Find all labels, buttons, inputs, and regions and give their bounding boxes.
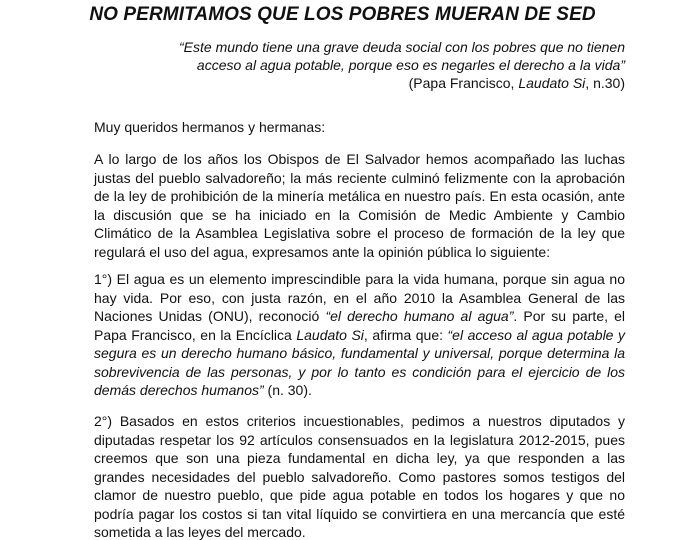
greeting: Muy queridos hermanos y hermanas: <box>94 119 326 135</box>
epigraph-quote-line-2: acceso al agua potable, porque eso es negarles el derecho a la vida” <box>196 57 625 73</box>
paragraph-point-1 <box>94 270 625 400</box>
paragraph-point-2 <box>94 412 625 540</box>
document-title: NO PERMITAMOS QUE LOS POBRES MUERAN DE SED <box>89 4 596 25</box>
citation-work: Laudato Si <box>518 75 586 91</box>
p2-part-4: (n. 30). <box>263 382 312 398</box>
paragraph-intro <box>94 150 625 261</box>
p2-quote-1: “el derecho humano al agua” <box>325 308 514 324</box>
p2-work: Laudato Si <box>296 326 364 343</box>
p2-quote-2: “el acceso al agua potable y segura es un derecho humano básico, fundamental y universal, porque determina la sobrevivencia de las personas, y por lo tanto es condición para el ejercicio de los demás derechos humanos” <box>94 326 625 398</box>
p2-part-1: 1°) El agua es un elemento imprescindible para la vida humana, porque sin agua no hay vida. Por eso, con justa razón, en el año 2010 la Asamblea General de las Naciones Unidas (ONU), reconoció <box>94 271 625 324</box>
paragraph-point-1-text <box>94 270 625 400</box>
citation-suffix: , n.30) <box>585 75 625 91</box>
p2-part-2: . Por su parte, el Papa Francisco, en la Encíclica <box>94 308 626 343</box>
paragraph-point-2-text: 2°) Basados en estos criterios incuestionables, pedimos a nuestros diputados y diputadas respetar los 92 artículos consensuados en la legislatura 2012-2015, pues creemos que son una pieza fundamental en dicha ley, ya que responden a las grandes necesidades del pueblo salvadoreño. Como pastores somos testigos del clamor de nuestro pueblo, que pide agua potable en todos los hogares y que no podría pagar los costos si tan vital líquido se convirtiera en una mercancía que esté sometida a las leyes del mercado. <box>94 413 625 540</box>
citation-prefix: (Papa Francisco, <box>408 75 519 91</box>
p2-part-3: , afirma que: <box>363 326 448 343</box>
epigraph <box>65 38 625 92</box>
epigraph-quote-line-1: “Este mundo tiene una grave deuda social con los pobres que no tienen <box>179 39 625 55</box>
epigraph-citation <box>65 74 625 92</box>
paragraph-intro-text: A lo largo de los años los Obispos de El Salvador hemos acompañado las luchas justas del pueblo salvadoreño; la más reciente culminó felizmente con la aprobación de la ley de prohibición de la minería metálica en nuestro país. En esta ocasión, ante la discusión que se ha iniciado en la Comisión de Medic Ambiente y Cambio Climático de la Asamblea Legislativa sobre el proceso de formación de la ley que regulará el uso del agua, expresamos ante la opinión pública lo siguiente: <box>94 151 625 260</box>
